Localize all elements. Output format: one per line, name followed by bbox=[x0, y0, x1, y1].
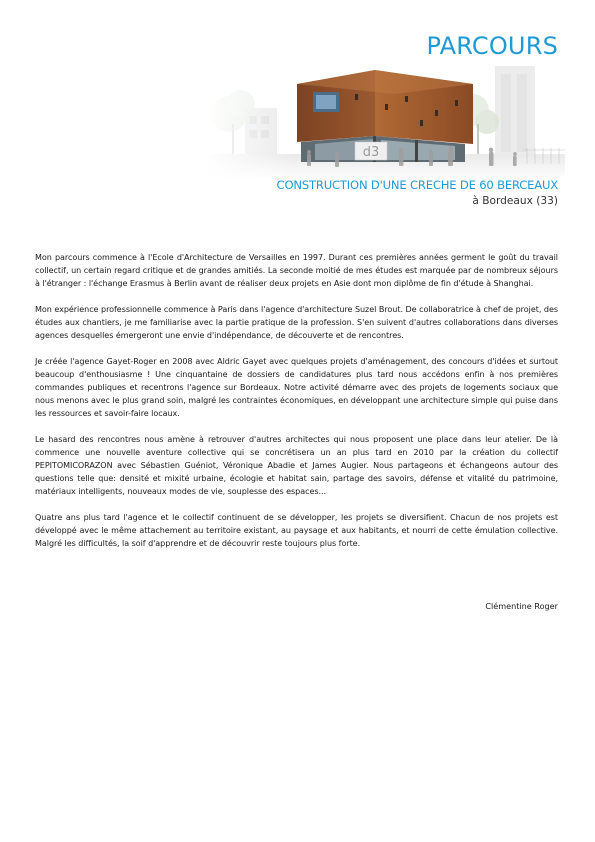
paragraph: Quatre ans plus tard l'agence et le collectif continuent de se développer, les projets se diversifient. Chacun de nos projets est développé avec le même attachement au territoire existant, au paysage et aux habitants, et nourri de cette émulation collective. Malgré les difficultés, la soif d'apprendre et de découvrir reste toujours plus forte. bbox=[35, 513, 558, 548]
project-caption-title: CONSTRUCTION D'UNE CRECHE DE 60 BERCEAUX bbox=[276, 178, 558, 192]
author-signature: Clémentine Roger bbox=[485, 601, 558, 611]
project-caption-location: à Bordeaux (33) bbox=[472, 195, 558, 207]
building-rendering-image bbox=[205, 64, 565, 180]
paragraph: Mon parcours commence à l'Ecole d'Architecture de Versailles en 1997. Durant ces premières années germent le goût du travail collectif, un certain regard critique et de grandes amitiés. La seconde moitié de mes études est marquée par de nombreux séjours à l'étranger : l'échange Erasmus à Berlin avant de réaliser deux projets en Asie dont mon diplôme de fin d'étude à Shanghai. bbox=[35, 253, 558, 288]
paragraph: Le hasard des rencontres nous amène à retrouver d'autres architectes qui nous proposent une place dans leur atelier. De là commence une nouvelle aventure collective qui se concrétisera un an plus tard en 2010 par la création du collectif PEPITOMICORAZON avec Sébastien Guéniot, Véronique Abadie et James Augier. Nous partageons et échangeons autour des questions telle que: densité et mixité urbaine, écologie et habitat sain, partage des savoirs, défense et vitalité du patrimoine, matériaux intelligents, nouveaux modes de vie, souplesse des espaces... bbox=[35, 435, 558, 496]
paragraph: Je créée l'agence Gayet-Roger en 2008 avec Aldric Gayet avec quelques projets d'aménagement, des concours d'idées et surtout beaucoup d'enthousiasme ! Une cinquantaine de dossiers de candidatures plus tard nous accédons enfin à nos premières commandes publiques et recentrons l'agence sur Bordeaux. Notre activité démarre avec des projets de logements sociaux que nous menons avec le plus grand soin, malgré les contraintes économiques, en développant une architecture simple qui puise dans les ressources et savoir-faire locaux. bbox=[35, 357, 558, 418]
page-title: PARCOURS bbox=[426, 32, 558, 60]
biography-text bbox=[35, 251, 558, 563]
paragraph: Mon expérience professionnelle commence à Paris dans l'agence d'architecture Suzel Brout. De collaboratrice à chef de projet, des études aux chantiers, je me familiarise avec la partie pratique de la profession. S'en suivent d'autres collaborations dans diverses agences desquelles émergeront une envie d'indépendance, de découverte et de rencontres. bbox=[35, 305, 558, 340]
